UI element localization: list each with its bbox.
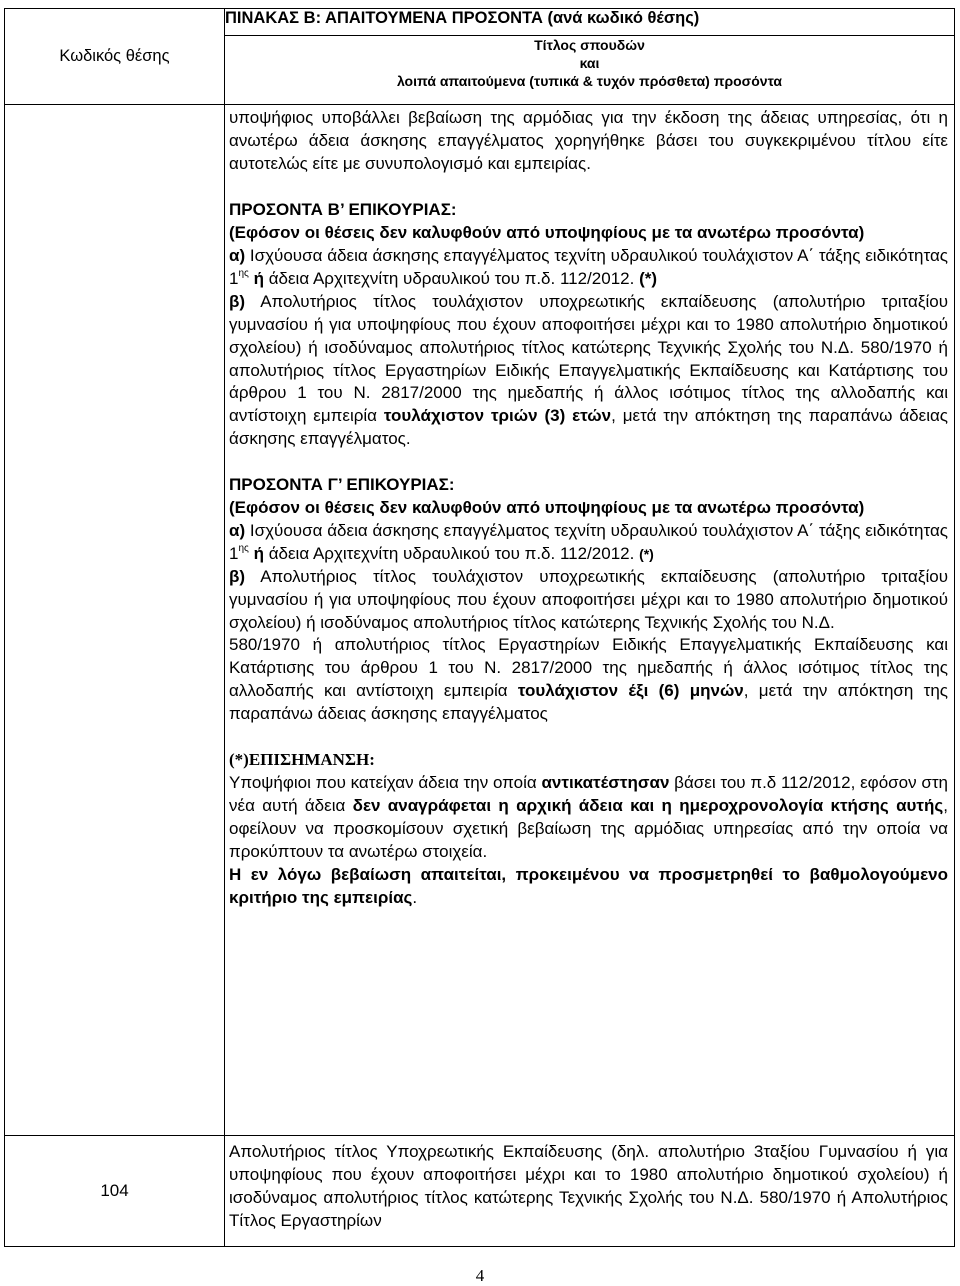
- requirements-table: [4, 8, 955, 1247]
- item-b-text-2: , μετά την απόκτηση της παραπάνω άδειας άσκησης επαγγέλματος: [229, 681, 948, 724]
- header-line-3: λοιπά απαιτούμενα (τυπικά & τυχόν πρόσθετα) προσόντα: [396, 73, 783, 89]
- section-b-item-b: [229, 291, 948, 451]
- code-column-header: Κωδικός θέσης: [5, 9, 225, 105]
- section-b: [229, 199, 948, 451]
- item-a-or: ή: [248, 268, 264, 288]
- title-column-header: [225, 36, 955, 105]
- item-a-text-2: άδεια Αρχιτεχνίτη υδραυλικού του π.δ. 112/2012.: [263, 543, 635, 563]
- section-c-condition: (Εφόσον οι θέσεις δεν καλυφθούν από υποψηφίους με τα ανωτέρω προσόντα): [229, 498, 865, 518]
- table-title: ΠΙΝΑΚΑΣ Β: ΑΠΑΙΤΟΥΜΕΝΑ ΠΡΟΣΟΝΤΑ (ανά κωδικό θέσης): [225, 9, 955, 36]
- section-c-heading: ΠΡΟΣΟΝΤΑ Γ’ ΕΠΙΚΟΥΡΙΑΣ:: [229, 475, 455, 495]
- item-b-text-2: , μετά την απόκτηση της παραπάνω άδειας άσκησης επαγγέλματος.: [229, 406, 948, 449]
- item-b-bold: τουλάχιστον τριών (3) ετών: [383, 406, 612, 426]
- intro-paragraph: υποψήφιος υποβάλλει βεβαίωση της αρμόδιας για την έκδοση της άδειας υπηρεσίας, ότι η ανωτέρω άδεια άσκησης επαγγέλματος χορηγήθηκε βάσει του συγκεκριμένου τίτλου είτε αυτοτελώς είτε με συνυπολογισμό και εμπειρίας.: [229, 108, 948, 174]
- position-code: 104: [5, 1136, 225, 1247]
- header-row: [5, 9, 955, 36]
- item-a-sup: ης: [238, 542, 249, 554]
- note-bold-2: δεν αναγράφεται η αρχική άδεια και η ημεροχρονολογία κτήσης αυτής: [352, 795, 944, 815]
- note-text-3: , οφείλουν να προσκομίσουν σχετική βεβαίωση της αρμόδιας υπηρεσίας από την οποία να προκύπτουν τα ανωτέρω στοιχεία.: [229, 795, 948, 861]
- item-a-label: α): [229, 245, 246, 265]
- section-c-item-a: [229, 520, 948, 566]
- item-a-text: Ισχύουσα άδεια άσκησης επαγγέλματος τεχνίτη υδραυλικού τουλάχιστον Α΄ τάξης ειδικότητας 1: [229, 520, 948, 563]
- item-a-sup: ης: [238, 267, 249, 279]
- note-heading: (*)ΕΠΙΣΗΜΑΝΣΗ:: [229, 750, 375, 770]
- row-104-paragraph: Απολυτήριος τίτλος Υποχρεωτικής Εκπαίδευσης (δηλ. απολυτήριο 3ταξίου Γυμνασίου ή για υποψηφίους που έχουν αποφοιτήσει μέχρι και το 1980 απολυτήριο δημοτικού σχολείου) ή ισοδύναμος απολυτήριος τίτλος κατώτερης Τεχνικής Σχολής του Ν.Δ. 580/1970 ή Απολυτήριος Τίτλος Εργαστηρίων: [229, 1142, 948, 1230]
- item-a-label: α): [229, 520, 246, 540]
- empty-code-cell: [5, 105, 225, 1136]
- item-a-text: Ισχύουσα άδεια άσκησης επαγγέλματος τεχνίτη υδραυλικού τουλάχιστον Α΄ τάξης ειδικότητας 1: [229, 245, 948, 288]
- asterisk-mark: (*): [639, 268, 658, 288]
- page-number: 4: [475, 1266, 485, 1285]
- item-b-text: Απολυτήριος τίτλος τουλάχιστον υποχρεωτικής εκπαίδευσης (απολυτήριο τριταξίου γυμνασίου ή για υποψηφίους που έχουν αποφοιτήσει μέχρι και το 1980 απολυτήριο δημοτικού σχολείου) ή ισοδύναμος απολυτήριος τίτλος κατώτερης Τεχνικής Σχολής του Ν.Δ.: [229, 566, 948, 632]
- section-b-heading: ΠΡΟΣΟΝΤΑ Β’ ΕΠΙΚΟΥΡΙΑΣ:: [229, 200, 457, 220]
- requirements-cell: [225, 105, 955, 1136]
- row-104: [5, 1136, 955, 1247]
- item-b-bold: τουλάχιστον έξι (6) μηνών: [517, 681, 744, 701]
- note-block: [229, 749, 948, 909]
- item-a-or: ή: [248, 543, 264, 563]
- item-a-text-2: άδεια Αρχιτεχνίτη υδραυλικού του π.δ. 112/2012.: [263, 268, 635, 288]
- section-c-item-b-cont: [229, 634, 948, 726]
- note-text-1: Υποψήφιοι που κατείχαν άδεια την οποία: [229, 773, 542, 793]
- row-104-text: [225, 1136, 955, 1247]
- header-line-1: Τίτλος σπουδών: [534, 37, 645, 53]
- note-text-4: .: [412, 887, 418, 907]
- note-emphasis: [229, 864, 948, 910]
- requirements-row: [5, 105, 955, 1136]
- section-b-item-a: [229, 245, 948, 291]
- item-b-label: β): [229, 291, 246, 311]
- asterisk-mark: (*): [639, 545, 654, 562]
- item-b-label: β): [229, 566, 246, 586]
- item-b-text: Απολυτήριος τίτλος τουλάχιστον υποχρεωτικής εκπαίδευσης (απολυτήριο τριταξίου γυμνασίου ή για υποψηφίους που έχουν αποφοιτήσει μέχρι και το 1980 απολυτήριο δημοτικού σχολείου) ή ισοδύναμος απολυτήριος τίτλος κατώτερης Τεχνικής Σχολής του Ν.Δ. 580/1970 ή απολυτήριος τίτλος Εργαστηρίων Ειδικής Επαγγελματικής Εκπαίδευσης και Κατάρτισης του άρθρου 1 του Ν. 2817/2000 της ημεδαπής ή άλλος ισότιμος τίτλος της αλλοδαπής και αντίστοιχη εμπειρία: [229, 291, 948, 426]
- item-b-text-cont: 580/1970 ή απολυτήριος τίτλος Εργαστηρίων Ειδικής Επαγγελματικής Εκπαίδευσης και Κατάρτισης του άρθρου 1 του Ν. 2817/2000 της ημεδαπής ή άλλος ισότιμος τίτλος της αλλοδαπής και αντίστοιχη εμπειρία: [229, 635, 948, 701]
- note-bold-1: αντικατέστησαν: [541, 773, 670, 793]
- note-text-2: βάσει του π.δ 112/2012, εφόσον στη νέα αυτή άδεια: [229, 773, 948, 815]
- section-c-item-b: [229, 566, 948, 635]
- header-line-2: και: [579, 55, 600, 71]
- note-bold-3: Η εν λόγω βεβαίωση απαιτείται, προκειμένου να προσμετρηθεί το βαθμολογούμενο κριτήριο της εμπειρίας: [229, 864, 948, 907]
- note-text: [229, 772, 948, 864]
- section-b-condition: (Εφόσον οι θέσεις δεν καλυφθούν από υποψηφίους με τα ανωτέρω προσόντα): [229, 223, 865, 243]
- section-c: [229, 474, 948, 726]
